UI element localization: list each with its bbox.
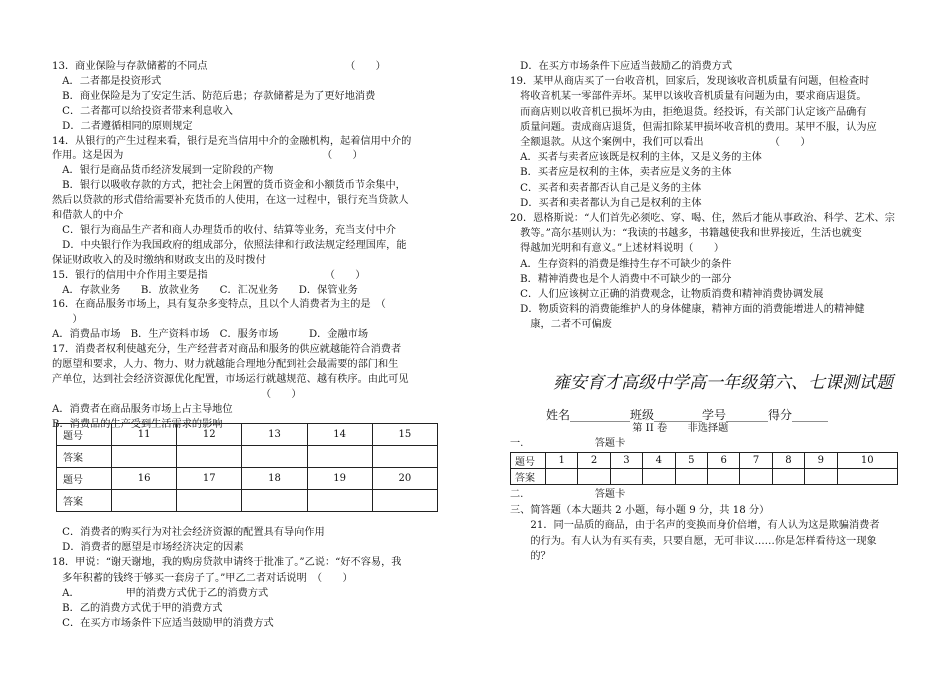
grid-cell: 17 [177, 468, 242, 490]
grid-row-label: 答案 [511, 469, 546, 485]
grid-cell: 6 [707, 453, 739, 469]
text-line: 的行为。有人认为有买有卖，只要自愿，无可非议……你是怎样看待这一现象 [510, 535, 877, 547]
text-line: B．买者应是权利的主体，卖者应是义务的主体 [510, 167, 732, 179]
text-line: 16．在商品服务市场上，具有复杂多变特点，且以个人消费者为主的是 （ [52, 299, 386, 311]
text-line: B．消费品的生产受到生活需求的影响 [52, 418, 223, 430]
text-line: 的？ [510, 551, 551, 562]
grid-cell [740, 469, 772, 485]
grid-cell: 3 [610, 453, 642, 469]
grid-cell [112, 490, 177, 512]
grid-cell: 4 [643, 453, 675, 469]
grid-cell: 19 [307, 468, 372, 490]
grid-cell: 2 [578, 453, 610, 469]
grid-row [57, 490, 438, 512]
exam-title: 雍安育才高级中学高一年级第六、七课测试题 [553, 373, 893, 393]
text-line: 教等。”高尔基则认为：“我读的书越多，书籍越使我和世界接近，生活也就变 [510, 228, 862, 240]
grid-row-label: 题号 [511, 453, 546, 469]
grid-cell [112, 446, 177, 468]
grid-row-label: 答案 [57, 490, 112, 512]
text-line: 第 II 卷 非选择题 [510, 423, 729, 434]
grid-cell [177, 446, 242, 468]
grid-cell: 14 [307, 424, 372, 446]
text-line: A．存款业务 B．放款业务 C．汇况业务 D．保管业务 [52, 284, 358, 296]
text-line: 保证财政收入的及时缴纳和财政支出的及时拨付 [52, 254, 266, 266]
text-line: A．生存资料的消费是维持生存不可缺少的条件 [510, 258, 732, 270]
grid-cell: 10 [837, 453, 897, 469]
text-line: 而商店则以收音机已损坏为由，拒绝退货。经投诉，有关部门认定该产品确有 [510, 106, 867, 118]
text-line: C．二者都可以给投资者带来利息收入 [52, 105, 233, 117]
text-line: 多年积蓄的钱终于够买一套房子了。”甲乙二者对话说明 （ ） [52, 572, 353, 584]
grid-cell: 16 [112, 468, 177, 490]
text-line: ） [52, 314, 83, 326]
grid-cell [242, 446, 307, 468]
grid-row [57, 468, 438, 490]
text-line: 17．消费者权利使越充分，生产经营者对商品和服务的供应就越能符合消费者 [52, 344, 402, 356]
text-line: D．中央银行作为我国政府的组成部分，依照法律和行政法规定经理国库，能 [52, 239, 407, 251]
text-line: 19．某甲从商店买了一台收音机，回家后，发现该收音机质量有问题，但检查时 [510, 76, 870, 88]
grid-row [57, 446, 438, 468]
text-line: 一. 答题卡 [510, 438, 626, 449]
grid-cell: 1 [546, 453, 578, 469]
grid-cell [372, 446, 437, 468]
text-line: 13．商业保险与存款储蓄的不同点 （ ） [52, 61, 386, 72]
text-line: 产单位，达到社会经济资源优化配置，市场运行就越规范、越有秩序。由此可见 [52, 373, 409, 385]
answer-grid-left [56, 423, 438, 512]
grid-cell: 15 [372, 424, 437, 446]
grid-cell [177, 490, 242, 512]
text-line: C．在买方市场条件下应适当鼓励甲的消费方式 [52, 618, 274, 630]
text-line: A．二者都是投资形式 [52, 75, 162, 87]
text-line: 三、简答题（本大题共 2 小题，每小题 9 分，共 18 分） [510, 504, 770, 516]
text-line: 作用。这是因为 （ ） [52, 150, 363, 162]
grid-cell: 8 [772, 453, 804, 469]
grid-cell [707, 469, 739, 485]
grid-cell [772, 469, 804, 485]
text-line: A．消费者在商品服务市场上占主导地位 [52, 403, 233, 415]
text-line: 14．从银行的产生过程来看，银行是充当信用中介的金融机构，起着信用中介的 [52, 135, 412, 147]
text-line: C．消费者的购买行为对社会经济资源的配置具有导向作用 [52, 527, 325, 538]
text-line: 然后以贷款的形式借给需要补充货币的人使用，在这一过程中，银行充当贷款人 [52, 195, 409, 207]
text-line: 得越加光明和有意义。”上述材料说明（ ） [510, 243, 725, 255]
text-line: B．精神消费也是个人消费中不可缺少的一部分 [510, 273, 732, 285]
text-line: 和借款人的中介 [52, 210, 124, 221]
text-line: A．消费品市场 B．生产资料市场 C．服务市场 D．金融市场 [52, 329, 369, 341]
grid-cell [578, 469, 610, 485]
grid-cell: 20 [372, 468, 437, 490]
text-line: D．消费者的愿望是市场经济决定的因素 [52, 542, 244, 554]
text-line: 15．银行的信用中介作用主要是指 （ ） [52, 269, 366, 281]
grid-row-label: 题号 [57, 468, 112, 490]
text-line: B．银行以吸收存款的方式，把社会上闲置的货币资金和小额货币节余集中， [52, 180, 406, 192]
text-line: 二. 答题卡 [510, 489, 626, 500]
text-line: D．二者遵循相同的原则规定 [52, 120, 193, 132]
grid-row [57, 424, 438, 446]
text-line: 全额退款。从这个案例中，我们可以看出 （ ） [510, 137, 811, 148]
text-line: A． 甲的消费方式优于乙的消费方式 [52, 587, 269, 599]
grid-cell [242, 490, 307, 512]
grid-cell: 9 [805, 453, 837, 469]
student-info-line: 姓名__________班级________学号_______得分______ [546, 408, 829, 422]
text-line: 20．恩格斯说：“人们首先必须吃、穿、喝、住，然后才能从事政治、科学、艺术、宗 [510, 213, 895, 224]
grid-cell: 7 [740, 453, 772, 469]
text-line: C．银行为商品生产者和商人办理货币的收付、结算等业务，充当支付中介 [52, 224, 396, 236]
grid-cell: 18 [242, 468, 307, 490]
grid-row-label: 答案 [57, 446, 112, 468]
text-line: D．买者和卖者都认为自己是权利的主体 [510, 197, 702, 209]
grid-row [511, 453, 898, 469]
text-line: B．商业保险是为了安定生活、防范后患；存款储蓄是为了更好地消费 [52, 90, 376, 102]
text-line: 将收音机某一零部件弄坏。某甲以该收音机质量有问题为由，要求商店退货。 [510, 91, 867, 103]
text-line: 质量问题。责成商店退货，但需扣除某甲损坏收音机的费用。某甲不服，认为应 [510, 121, 877, 133]
text-line: C．买者和卖者都否认自己是义务的主体 [510, 182, 702, 194]
text-line: D．在买方市场条件下应适当鼓励乙的消费方式 [510, 61, 733, 72]
text-line: C．人们应该树立正确的消费观念，让物质消费和精神消费协调发展 [510, 289, 824, 300]
grid-cell: 5 [675, 453, 707, 469]
grid-cell [307, 490, 372, 512]
grid-cell: 12 [177, 424, 242, 446]
grid-row-label: 题号 [57, 424, 112, 446]
text-line: （ ） [52, 388, 302, 400]
grid-cell [307, 446, 372, 468]
grid-cell [610, 469, 642, 485]
text-line: 康，二者不可偏废 [510, 319, 612, 331]
grid-cell [546, 469, 578, 485]
text-line: A．银行是商品货币经济发展到一定阶段的产物 [52, 165, 274, 177]
grid-row [511, 469, 898, 485]
grid-cell [837, 469, 897, 485]
grid-cell: 11 [112, 424, 177, 446]
text-line: 的愿望和要求，人力、物力、财力就越能合理地分配到社会最需要的部门和生 [52, 359, 399, 370]
text-line: 21．同一品质的商品，由于名声的变换而身价倍增，有人认为这是欺骗消费者 [510, 520, 880, 531]
text-line: 18．甲说：“谢天谢地，我的购房贷款申请终于批准了。”乙说：“好不容易，我 [52, 557, 402, 569]
grid-cell [372, 490, 437, 512]
grid-cell [643, 469, 675, 485]
grid-cell [805, 469, 837, 485]
text-line: A．买者与卖者应该既是权利的主体，又是义务的主体 [510, 152, 762, 164]
answer-grid-right [510, 452, 898, 485]
text-line: D．物质资料的消费能维护人的身体健康，精神方面的消费能增进人的精神健 [510, 304, 865, 316]
grid-cell: 13 [242, 424, 307, 446]
text-line: B．乙的消费方式优于甲的消费方式 [52, 603, 223, 614]
grid-cell [675, 469, 707, 485]
